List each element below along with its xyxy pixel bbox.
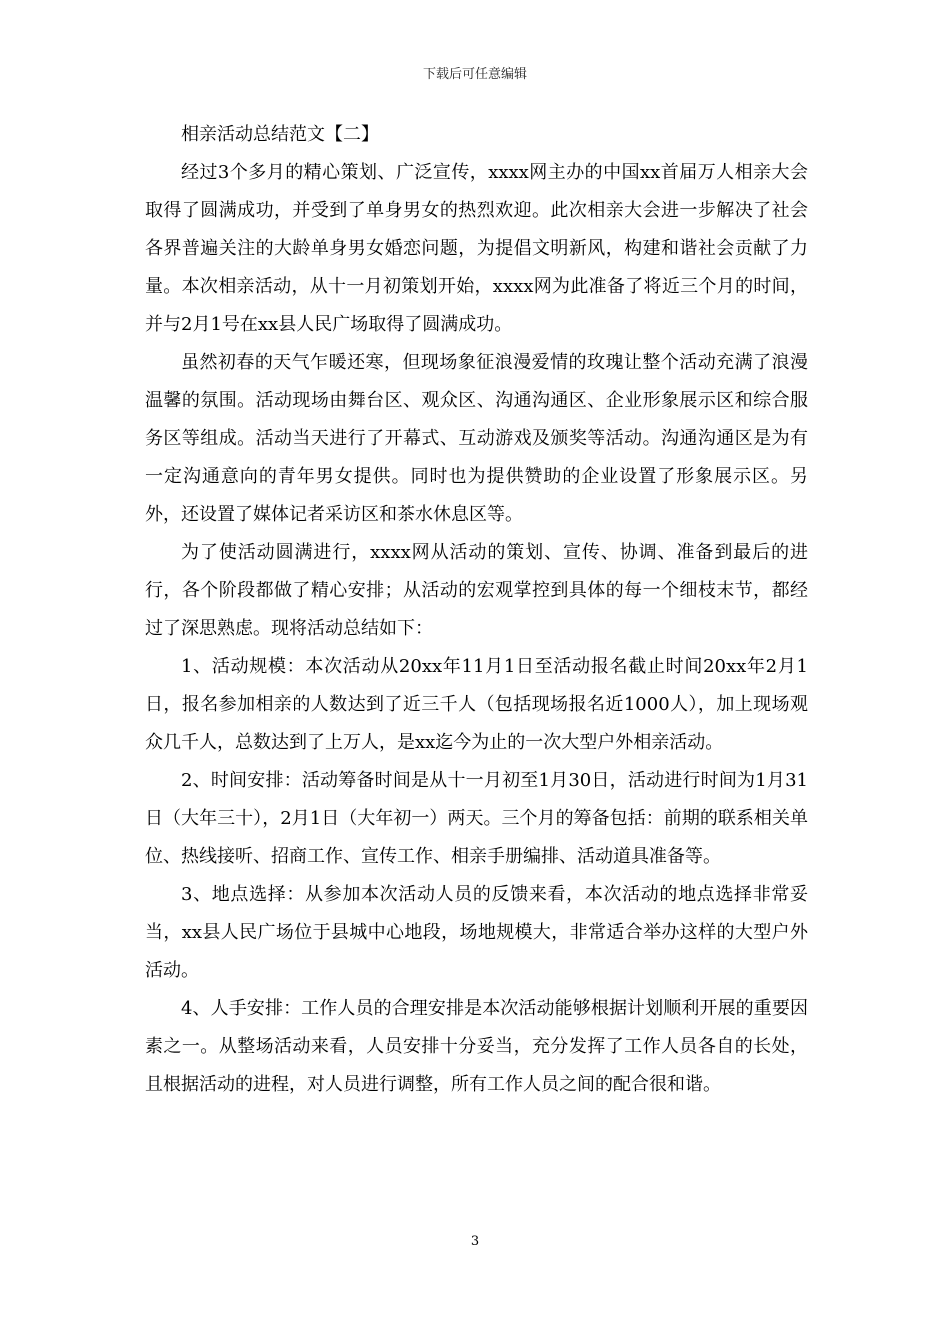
paragraph-venue: 虽然初春的天气乍暖还寒，但现场象征浪漫爱情的玫瑰让整个活动充满了浪漫温馨的氛围。活动现场由舞台区、观众区、沟通沟通区、企业形象展示区和综合服务区等组成。活动当天进行了开幕式、互动游戏及颁奖等活动。沟通沟通区是为有一定沟通意向的青年男女提供。同时也为提供赞助的企业设置了形象展示区。另外，还设置了媒体记者采访区和茶水休息区等。 (145, 352, 808, 525)
document-body (145, 116, 808, 1104)
document-title: 相亲活动总结范文【二】 (181, 124, 379, 145)
paragraph-summary-lead: 为了使活动圆满进行，xxxx网从活动的策划、宣传、协调、准备到最后的进行，各个阶段都做了精心安排；从活动的宏观掌控到具体的每一个细枝末节，都经过了深思熟虑。现将活动总结如下： (145, 542, 808, 639)
paragraph-item-schedule: 2、时间安排：活动筹备时间是从十一月初至1月30日，活动进行时间为1月31日（大年三十），2月1日（大年初一）两天。三个月的筹备包括：前期的联系相关单位、热线接听、招商工作、宣传工作、相亲手册编排、活动道具准备等。 (145, 770, 808, 867)
page-number: 3 (470, 1234, 480, 1249)
paragraph-item-scale: 1、活动规模：本次活动从20xx年11月1日至活动报名截止时间20xx年2月1日，报名参加相亲的人数达到了近三千人（包括现场报名近1000人），加上现场观众几千人，总数达到了上万人，是xx迄今为止的一次大型户外相亲活动。 (145, 656, 808, 753)
paragraph-item-location: 3、地点选择：从参加本次活动人员的反馈来看，本次活动的地点选择非常妥当，xx县人民广场位于县城中心地段，场地规模大，非常适合举办这样的大型户外活动。 (145, 884, 808, 981)
paragraph-item-staffing: 4、人手安排：工作人员的合理安排是本次活动能够根据计划顺利开展的重要因素之一。从整场活动来看，人员安排十分妥当，充分发挥了工作人员各自的长处，且根据活动的进程，对人员进行调整，所有工作人员之间的配合很和谐。 (145, 998, 808, 1095)
page-header: 下载后可任意编辑 (422, 67, 527, 82)
paragraph-intro: 经过3个多月的精心策划、广泛宣传，xxxx网主办的中国xx首届万人相亲大会取得了圆满成功，并受到了单身男女的热烈欢迎。此次相亲大会进一步解决了社会各界普遍关注的大龄单身男女婚恋问题，为提倡文明新风，构建和谐社会贡献了力量。本次相亲活动，从十一月初策划开始，xxxx网为此准备了将近三个月的时间，并与2月1号在xx县人民广场取得了圆满成功。 (145, 162, 808, 335)
